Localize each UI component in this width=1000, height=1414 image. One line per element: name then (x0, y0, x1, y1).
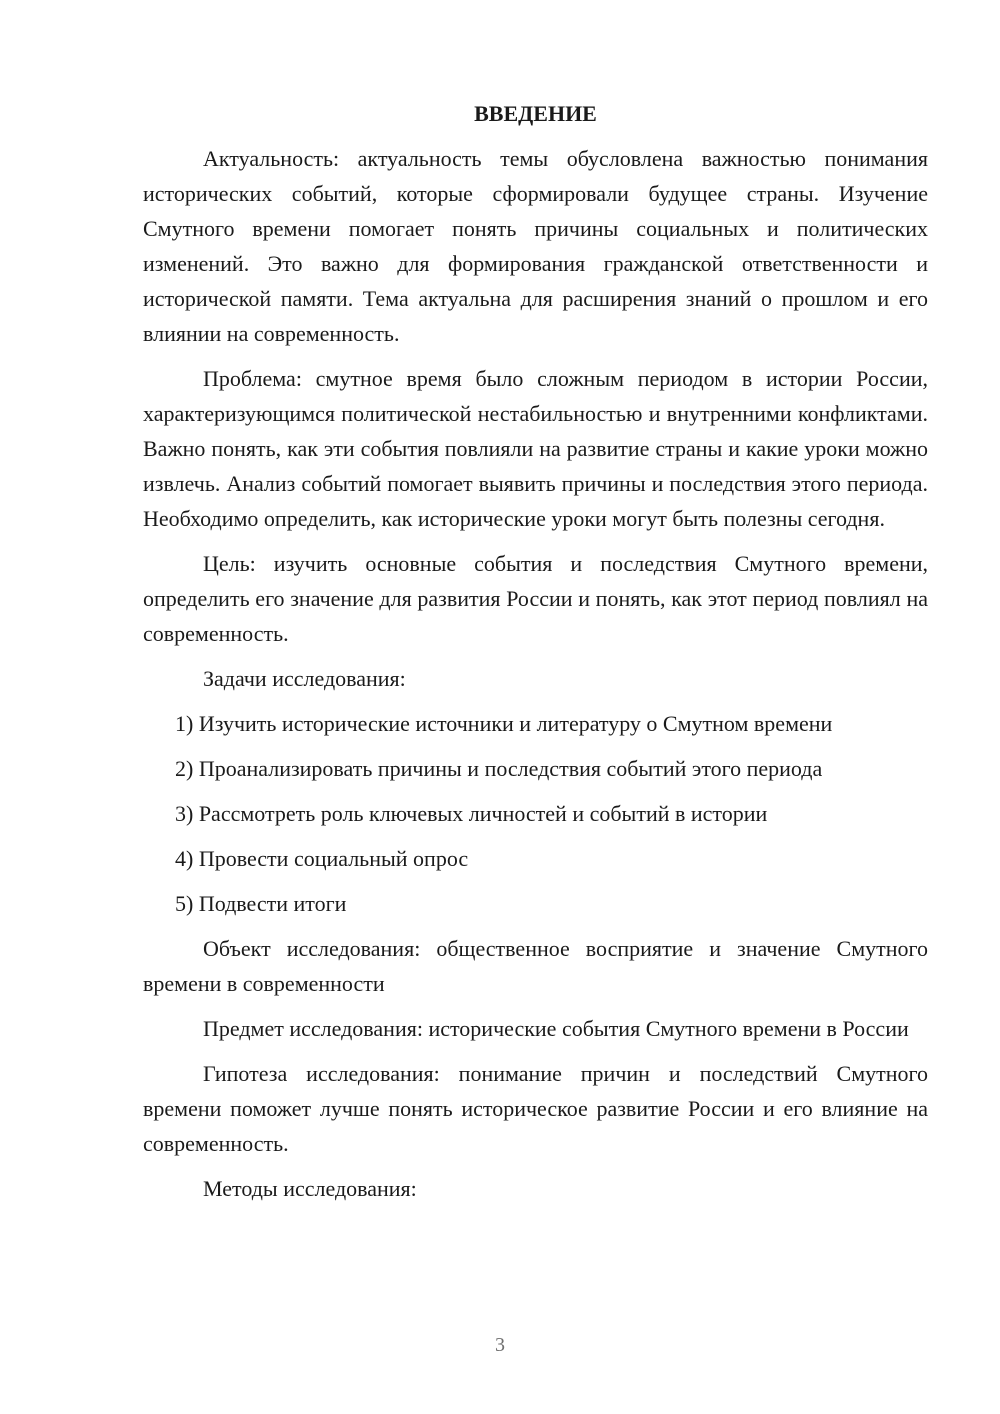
hypothesis-paragraph: Гипотеза исследования: понимание причин и последствий Смутного времени поможет лучше понять историческое развитие России и его влияние на современность. (143, 1061, 928, 1156)
goal-paragraph: Цель: изучить основные события и последствия Смутного времени, определить его значение для развития России и понять, как этот период повлиял на современность. (143, 551, 928, 646)
relevance-paragraph: Актуальность: актуальность темы обусловлена важностью понимания исторических событий, которые сформировали будущее страны. Изучение Смутного времени помогает понять причины социальных и политических изменений. Это важно для формирования гражданской ответственности и исторической памяти. Тема актуальна для расширения знаний о прошлом и его влиянии на современность. (143, 146, 928, 346)
object-paragraph: Объект исследования: общественное восприятие и значение Смутного времени в современности (143, 936, 928, 996)
task-item-4: 4) Провести социальный опрос (175, 846, 469, 871)
page-content (143, 96, 928, 1206)
section-heading: ВВЕДЕНИЕ (474, 101, 597, 126)
task-item-2: 2) Проанализировать причины и последствия событий этого периода (175, 756, 823, 781)
task-item-5: 5) Подвести итоги (175, 891, 347, 916)
subject-paragraph: Предмет исследования: исторические события Смутного времени в России (203, 1016, 909, 1041)
task-item-3: 3) Рассмотреть роль ключевых личностей и событий в истории (175, 801, 768, 826)
page-number: 3 (495, 1334, 505, 1356)
tasks-heading: Задачи исследования: (203, 666, 406, 691)
methods-heading: Методы исследования: (203, 1176, 417, 1201)
tasks-list (143, 706, 928, 921)
problem-paragraph: Проблема: смутное время было сложным периодом в истории России, характеризующимся политической нестабильностью и внутренними конфликтами. Важно понять, как эти события повлияли на развитие страны и какие уроки можно извлечь. Анализ событий помогает выявить причины и последствия этого периода. Необходимо определить, как исторические уроки могут быть полезны сегодня. (143, 366, 928, 531)
task-item-1: 1) Изучить исторические источники и литературу о Смутном времени (175, 711, 833, 736)
